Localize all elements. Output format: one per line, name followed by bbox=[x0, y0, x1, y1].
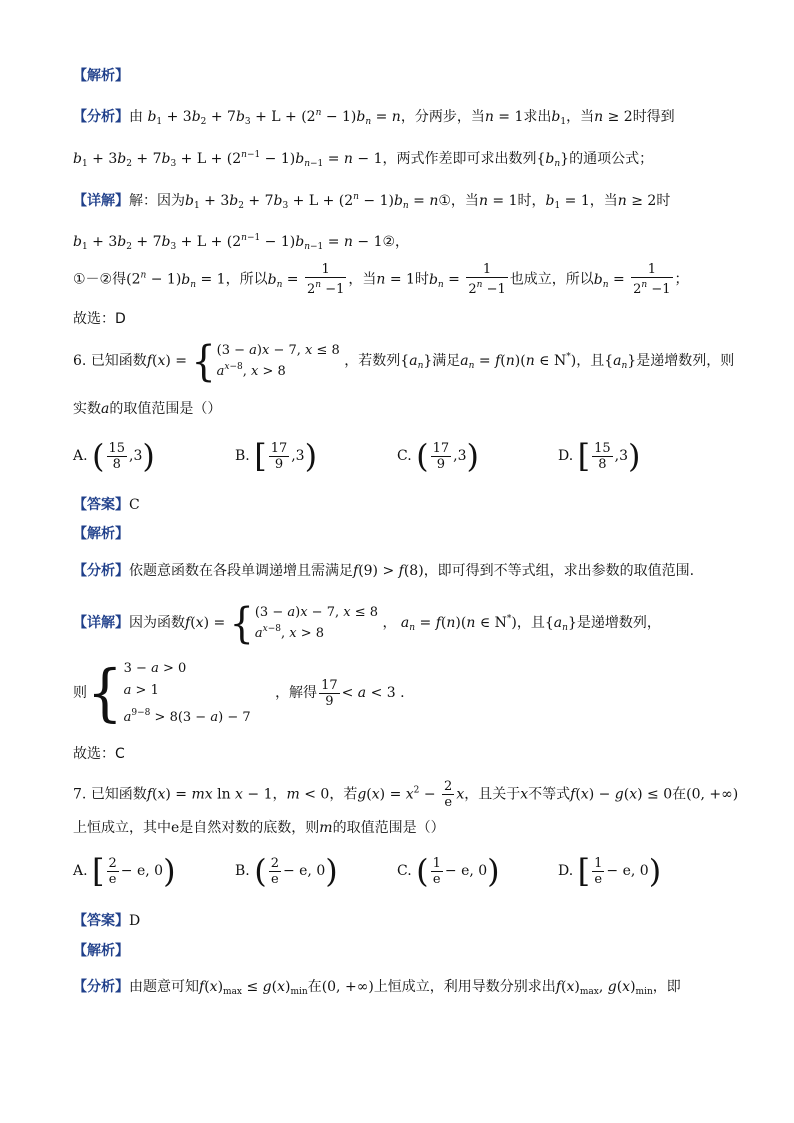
q6-jiexi-label: 【解析】 bbox=[73, 526, 129, 542]
q7-option-b: B. ( $\frac{2}{e}$ − e, 0) bbox=[235, 852, 338, 890]
q6-answer: 【答案】C bbox=[73, 497, 140, 513]
q7-stem-line2: 上恒成立，其中e是自然对数的底数，则m的取值范围是（） bbox=[73, 820, 445, 836]
q5-choice: 故选：D bbox=[73, 311, 126, 327]
q7-option-d: D. [ $\frac{1}{e}$ − e, 0) bbox=[558, 852, 662, 890]
q6-analysis: 【分析】依题意函数在各段单调递增且需满足f(9) > f(8)，即可得到不等式组，求出参数的取值范围. bbox=[73, 563, 695, 579]
q5-detail-line1: 【详解】解：因为$b_1 + 3b_2 + 7b_3 + L + (2^n - 1)b_n$ = n①，当n = 1时，$b_1 = 1$，当n ≥ 2时 bbox=[73, 192, 671, 211]
q5-detail-line2: $b_1 + 3b_2 + 7b_3 + L + (2^{n-1} - 1)b_{n-1} = n$ − 1②， bbox=[73, 233, 410, 252]
q7-option-a: A. [ $\frac{2}{e}$ − e, 0) bbox=[73, 852, 176, 890]
q6-choice: 故选：C bbox=[73, 746, 125, 762]
q7-answer: 【答案】D bbox=[73, 913, 141, 929]
q6-option-c: C. ( $\frac{17}{9}$ ,3) bbox=[397, 437, 479, 475]
q7-stem-line1: 7. 已知函数f(x) = mx ln x − 1，m < 0，若$g(x) = x^2$ − $\frac{2}{e}$ x，且关于x不等式f(x) − g(x) ≤ 0在(0, +∞) bbox=[73, 779, 739, 810]
q5-detail-line3: ①－②得$(2^n - 1)b_n = 1$，所以$b_n$ = $\frac{1}{2^n -1}$ ，当n = 1时$b_n$ = $\frac{1}{2^n -1}$ 也成立，所以$b_n$ = $\frac{1}{2^n -1}$ ； bbox=[73, 262, 689, 297]
q5-analysis-line1: 【分析】由 $b_1 + 3b_2 + 7b_3 + L + (2^n - 1)b_n = n$，分两步，当n = 1求出$b_1$，当n ≥ 2时得到 bbox=[73, 108, 675, 127]
q6-stem-line1: 6. 已知函数f(x) = { (3 − a)x − 7, x ≤ 8 $a^{x-8}$, x > 8 ，若数列$\{a_n\}$满足$a_n = f(n)(n$ ∈ N*)，且$\{a_n\}$是递增数列，则 bbox=[73, 336, 735, 386]
q7-jiexi-label: 【解析】 bbox=[73, 943, 129, 959]
q5-analysis-line2: $b_1 + 3b_2 + 7b_3 + L + (2^{n-1} - 1)b_{n-1} = n - 1$，两式作差即可求出数列$\{b_n\}$的通项公式； bbox=[73, 150, 654, 169]
q6-stem-line2: 实数a的取值范围是（） bbox=[73, 401, 222, 417]
q7-option-c: C. ( $\frac{1}{e}$ − e, 0) bbox=[397, 852, 500, 890]
q7-analysis: 【分析】由题意可知$f(x)_{max} \le g(x)_{min}$在(0, +∞)上恒成立，利用导数分别求出$f(x)_{max}$, $g(x)_{min}$，即 bbox=[73, 979, 681, 997]
jiexi-label: 【解析】 bbox=[73, 68, 129, 84]
q6-detail-system: 则{ 3 − a > 0 a > 1 $a^{9-8} > 8(3 - a) - 7$ ，解得 $\frac{17}{9}$ < a < 3 . bbox=[73, 657, 405, 729]
q6-option-b: B. [ $\frac{17}{9}$ ,3) bbox=[235, 437, 318, 475]
q6-option-d: D. [ $\frac{15}{8}$ ,3) bbox=[558, 437, 641, 475]
q6-option-a: A. ( $\frac{15}{8}$ ,3) bbox=[73, 437, 155, 475]
q6-detail-line1: 【详解】因为函数f(x) = { (3 − a)x − 7, x ≤ 8 $a^{x-8}$, x > 8 ， $a_n = f(n)(n$ ∈ N*)，且$\{a_n\}$是递增数列， bbox=[73, 598, 661, 648]
